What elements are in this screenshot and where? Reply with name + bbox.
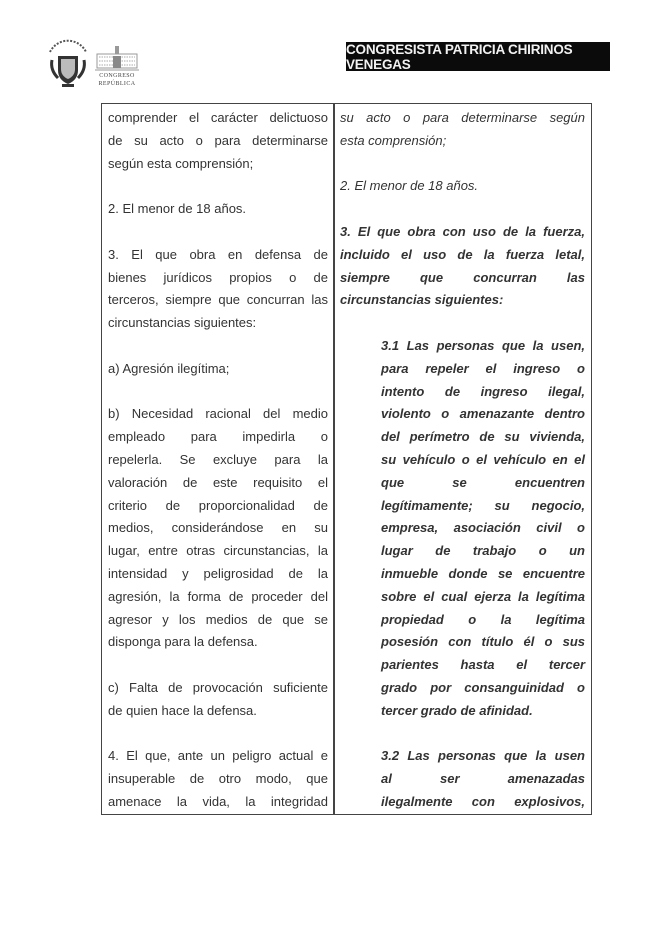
text-line: 3.2 Las personas que la usen <box>381 748 585 764</box>
paragraph <box>340 107 585 153</box>
text-line: 3. El que obra en defensa de <box>108 246 328 262</box>
text-line: inmueble donde se encuentre <box>381 565 585 581</box>
text-line: terceros, siempre que concurran las <box>108 292 328 308</box>
text-line: lugar, entre otras circunstancias, la <box>108 543 328 559</box>
text-line: intento de ingreso ilegal, <box>381 383 585 399</box>
paragraph <box>340 745 585 813</box>
text-line: 3. El que obra con uso de la fuerza, <box>340 223 585 239</box>
paragraph <box>108 403 328 654</box>
text-line: valoración de este requisito el <box>108 474 328 490</box>
text-line: circunstancias siguientes: <box>108 315 257 331</box>
text-line: comprender el carácter delictuoso <box>108 110 328 125</box>
text-line: al ser amenazadas <box>381 771 585 787</box>
text-line: según esta comprensión; <box>108 155 254 171</box>
text-line: a) Agresión ilegítima; <box>108 360 230 376</box>
paragraph <box>340 221 585 312</box>
text-line: grado por consanguinidad o <box>381 679 585 695</box>
text-line: esta comprensión; <box>340 132 447 148</box>
text-line: medios, considerándose en su <box>108 520 328 536</box>
column-divider <box>333 104 335 814</box>
text-line: para repeler el ingreso o <box>381 360 585 376</box>
paragraph <box>340 335 585 723</box>
text-line: su acto o para determinarse según <box>340 110 585 125</box>
text-line: posesión con título él o sus <box>381 634 585 650</box>
congreso-logo-text: CONGRESO <box>99 73 135 79</box>
text-line: agresión, la forma de proceder del <box>108 588 328 604</box>
paragraph <box>108 745 328 813</box>
text-line: c) Falta de provocación suficiente <box>108 679 328 695</box>
text-line: insuperable de otro modo, que <box>108 771 328 787</box>
comparison-table <box>101 103 592 815</box>
text-line: disponga para la defensa. <box>108 634 258 650</box>
congresista-banner: CONGRESISTA PATRICIA CHIRINOS VENEGAS <box>346 42 610 71</box>
text-line: agresor y los medios de que se <box>108 611 328 627</box>
republica-logo-text: REPÚBLICA <box>98 81 136 87</box>
text-line: siempre que concurran las <box>340 269 585 285</box>
paragraph <box>108 244 328 335</box>
text-line: 3.1 Las personas que la usen, <box>381 337 585 353</box>
paragraph <box>108 107 328 175</box>
text-line: b) Necesidad racional del medio <box>108 406 328 422</box>
text-line: su vehículo o el vehículo en el <box>381 451 585 467</box>
text-line: sobre el cual ejerza la legítima <box>381 588 585 604</box>
paragraph <box>340 175 585 198</box>
text-line: intensidad y peligrosidad de la <box>108 565 328 581</box>
proposed-text-column <box>340 107 585 837</box>
text-line: bienes jurídicos propios o de <box>108 269 328 285</box>
text-line: circunstancias siguientes: <box>340 292 504 308</box>
text-line: del perímetro de su vivienda, <box>381 429 585 445</box>
text-line: parientes hasta el tercer <box>381 657 585 673</box>
text-line: incluido el uso de la fuerza letal, <box>340 246 585 262</box>
text-line: legítimamente; su negocio, <box>381 497 585 513</box>
text-line: propiedad o la legítima <box>381 611 585 627</box>
text-line: 4. El que, ante un peligro actual e <box>108 748 328 764</box>
text-line: de quien hace la defensa. <box>108 702 257 718</box>
peru-coat-of-arms-logo <box>44 38 92 92</box>
paragraph <box>108 358 328 381</box>
text-line: ilegalmente con explosivos, <box>381 793 585 809</box>
text-line: lugar de trabajo o un <box>381 543 585 559</box>
text-line: repelerla. Se excluye para la <box>108 451 328 467</box>
text-line: tercer grado de afinidad. <box>381 702 533 718</box>
text-line: amenace la vida, la integridad <box>108 793 328 809</box>
text-line: violento o amenazante dentro <box>381 406 585 422</box>
paragraph <box>108 198 328 221</box>
text-line: 2. El menor de 18 años. <box>108 201 247 217</box>
paragraph <box>108 677 328 723</box>
text-line: 2. El menor de 18 años. <box>340 178 479 194</box>
text-line: empresa, asociación civil o <box>381 520 585 536</box>
text-line: que se encuentren <box>381 474 585 490</box>
text-line: empleado para impedirla o <box>108 429 328 445</box>
text-line: criterio de proporcionalidad de <box>108 497 328 513</box>
congreso-logo <box>94 44 140 92</box>
text-line: de su acto o para determinarse <box>108 132 328 148</box>
current-text-column <box>108 107 328 837</box>
